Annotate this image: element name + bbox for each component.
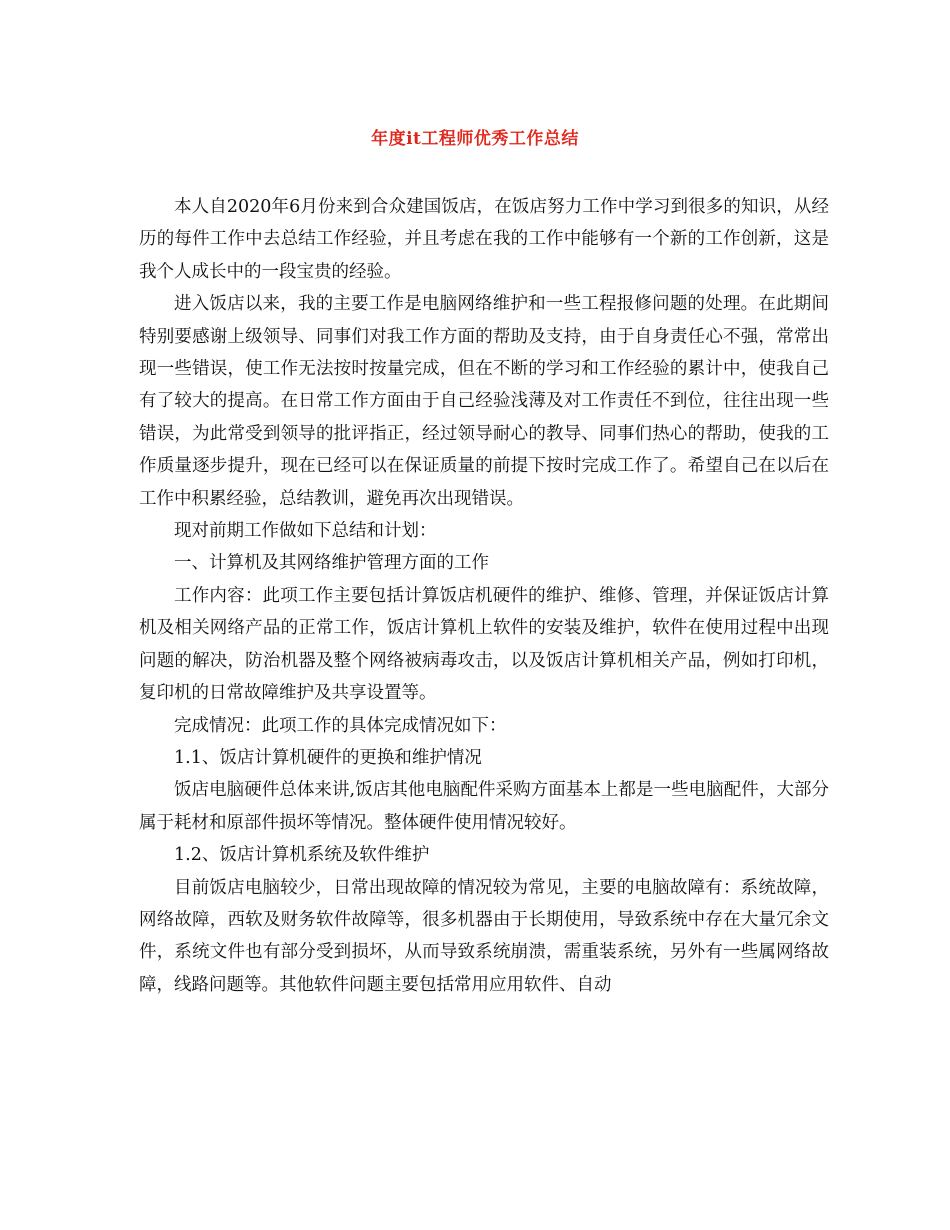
subsection-heading-1-1: 1.1、饭店计算机硬件的更换和维护情况 <box>174 747 482 768</box>
paragraph-software: 目前饭店电脑较少，日常出现故障的情况较为常见，主要的电脑故障有：系统故障，网络故障，西软及财务软件故障等，很多机器由于长期使用，导致系统中存在大量冗余文件，系统文件也有部分受到损坏，从而导致系统崩溃，需重装系统，另外有一些属网络故障，线路问题等。其他软件问题主要包括常用应用软件、自动 <box>139 877 829 995</box>
paragraph-intro: 本人自2020年6月份来到合众建国饭店，在饭店努力工作中学习到很多的知识，从经历的每件工作中去总结工作经验，并且考虑在我的工作中能够有一个新的工作创新，这是我个人成长中的一段宝贵的经验。 <box>139 197 829 282</box>
paragraph-hardware: 饭店电脑硬件总体来讲,饭店其他电脑配件采购方面基本上都是一些电脑配件，大部分属于耗材和原部件损坏等情况。整体硬件使用情况较好。 <box>139 780 829 833</box>
paragraph-work-content: 工作内容：此项工作主要包括计算饭店机硬件的维护、维修、管理，并保证饭店计算机及相关网络产品的正常工作，饭店计算机上软件的安装及维护，软件在使用过程中出现问题的解决，防治机器及整个网络被病毒攻击，以及饭店计算机相关产品，例如打印机，复印机的日常故障维护及共享设置等。 <box>139 585 829 704</box>
paragraph-summary-lead: 现对前期工作做如下总结和计划： <box>174 521 437 542</box>
document-body <box>139 191 829 1001</box>
paragraph-completion: 完成情况：此项工作的具体完成情况如下： <box>174 715 507 736</box>
paragraph-overview: 进入饭店以来，我的主要工作是电脑网络维护和一些工程报修问题的处理。在此期间特别要感谢上级领导、同事们对我工作方面的帮助及支持，由于自身责任心不强，常常出现一些错误，使工作无法按时按量完成，但在不断的学习和工作经验的累计中，使我自己有了较大的提高。在日常工作方面由于自己经验浅薄及对工作责任不到位，往往出现一些错误，为此常受到领导的批评指正，经过领导耐心的教导、同事们热心的帮助，使我的工作质量逐步提升，现在已经可以在保证质量的前提下按时完成工作了。希望自己在以后在工作中积累经验，总结教训，避免再次出现错误。 <box>139 294 829 509</box>
section-heading-1: 一、计算机及其网络维护管理方面的工作 <box>174 553 489 574</box>
document-title: 年度it工程师优秀工作总结 <box>371 129 579 149</box>
subsection-heading-1-2: 1.2、饭店计算机系统及软件维护 <box>174 845 430 866</box>
